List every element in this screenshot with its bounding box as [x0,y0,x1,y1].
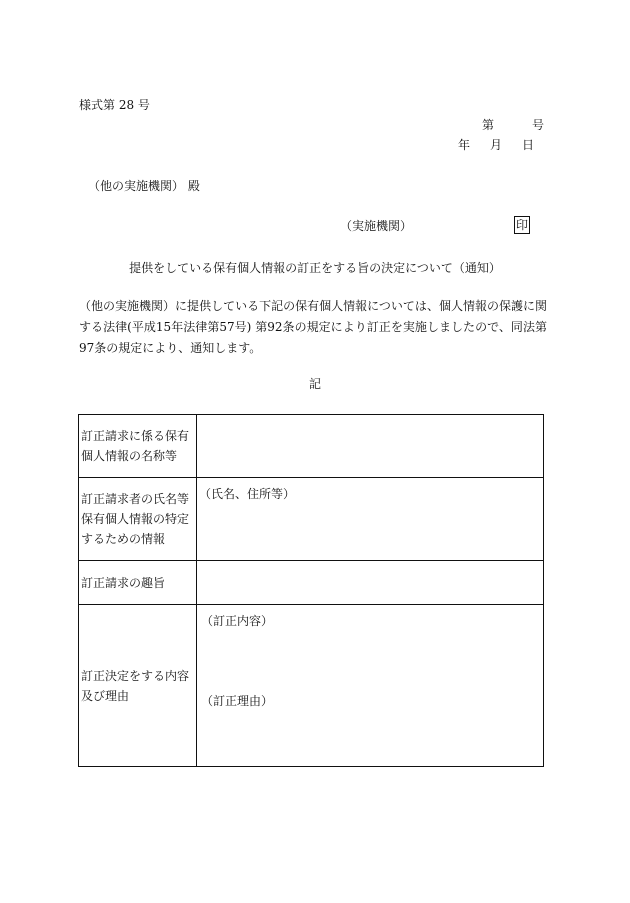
row-value-purpose [197,561,544,605]
record-table [78,414,544,767]
row-value-requester: （氏名、住所等） [197,478,544,561]
row-value-name [197,415,544,478]
date-year: 年 [458,138,471,152]
addressee: （他の実施機関） 殿 [88,179,200,193]
number-prefix: 第 [482,118,495,132]
correction-content-label: （訂正内容） [201,614,274,628]
row-label-purpose: 訂正請求の趣旨 [79,561,197,605]
table-row [79,478,544,561]
document-title: 提供をしている保有個人情報の訂正をする旨の決定について（通知） [129,261,501,275]
table-row [79,415,544,478]
row-label-decision: 訂正決定をする内容及び理由 [79,605,197,767]
body-paragraph: （他の実施機関）に提供している下記の保有個人情報については、個人情報の保護に関する法律(平成15年法律第57号) 第92条の規定により訂正を実施しましたので、同法第97条の規定により、通知します。 [79,299,547,355]
document-number-line [482,119,544,131]
row-value-decision [197,605,544,767]
form-number: 様式第 28 号 [79,98,150,112]
record-heading: 記 [308,377,321,391]
correction-reason-label: （訂正理由） [201,694,274,708]
number-suffix: 号 [532,118,545,132]
date-line [458,139,534,151]
row-label-name: 訂正請求に係る保有個人情報の名称等 [79,415,197,478]
issuer-org: （実施機関） [340,219,413,233]
table-row [79,561,544,605]
seal-mark: 印 [516,218,529,232]
table-row [79,605,544,767]
date-day: 日 [522,138,535,152]
date-month: 月 [490,138,503,152]
row-label-requester: 訂正請求者の氏名等保有個人情報の特定するための情報 [79,478,197,561]
